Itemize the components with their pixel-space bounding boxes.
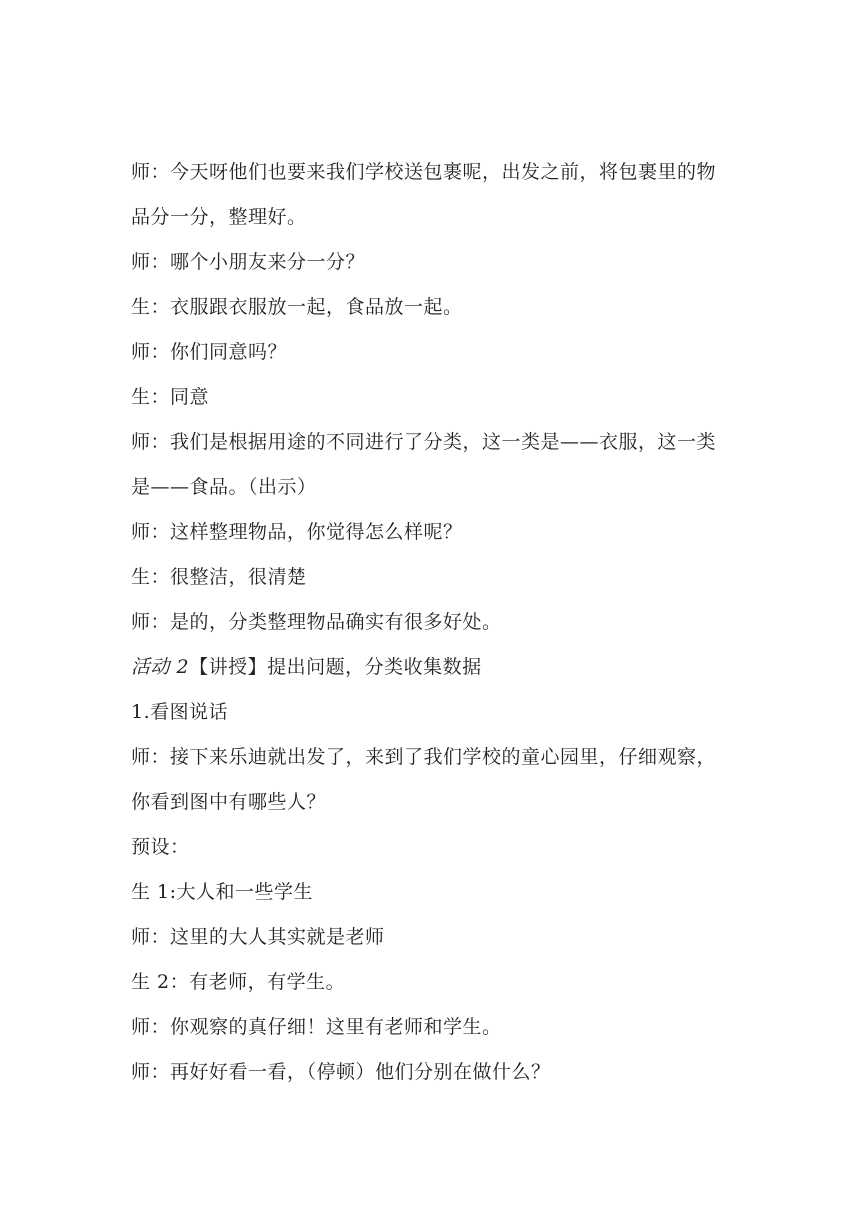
paragraph-line: 你看到图中有哪些人？ — [131, 791, 327, 813]
paragraph-line: 师：你观察的真仔细！这里有老师和学生。 — [131, 1016, 502, 1038]
paragraph-line: 师：再好好看一看，（停顿）他们分别在做什么？ — [131, 1061, 551, 1083]
paragraph-line: 师：哪个小朋友来分一分？ — [131, 251, 366, 273]
activity-label: 活动 2 — [131, 656, 190, 678]
activity-title: 【讲授】提出问题，分类收集数据 — [189, 656, 482, 678]
paragraph-line: 预设： — [131, 836, 190, 858]
paragraph-line: 师：是的，分类整理物品确实有很多好处。 — [131, 611, 502, 633]
paragraph-line: 师：你们同意吗？ — [131, 341, 288, 363]
paragraph-line: 生：衣服跟衣服放一起，食品放一起。 — [131, 296, 463, 318]
paragraph-line: 生：很整洁，很清楚 — [131, 566, 307, 588]
paragraph-line: 品分一分，整理好。 — [131, 206, 307, 228]
paragraph-line: 生：同意 — [131, 386, 210, 408]
paragraph-line: 生 1:大人和一些学生 — [131, 881, 314, 903]
paragraph-line: 师：我们是根据用途的不同进行了分类，这一类是——衣服，这一类 — [131, 431, 717, 453]
paragraph-line: 是——食品。（出示） — [131, 476, 317, 498]
paragraph-line: 师：这样整理物品，你觉得怎么样呢？ — [131, 521, 463, 543]
paragraph-line: 师：接下来乐迪就出发了，来到了我们学校的童心园里，仔细观察， — [131, 746, 717, 768]
section-heading: 1.看图说话 — [131, 701, 229, 723]
paragraph-line: 生 2：有老师，有学生。 — [131, 971, 346, 993]
paragraph-line: 师：今天呀他们也要来我们学校送包裹呢，出发之前，将包裹里的物 — [131, 161, 717, 183]
paragraph-line: 师：这里的大人其实就是老师 — [131, 926, 385, 948]
activity-heading — [131, 645, 731, 690]
document-body — [131, 150, 731, 1095]
